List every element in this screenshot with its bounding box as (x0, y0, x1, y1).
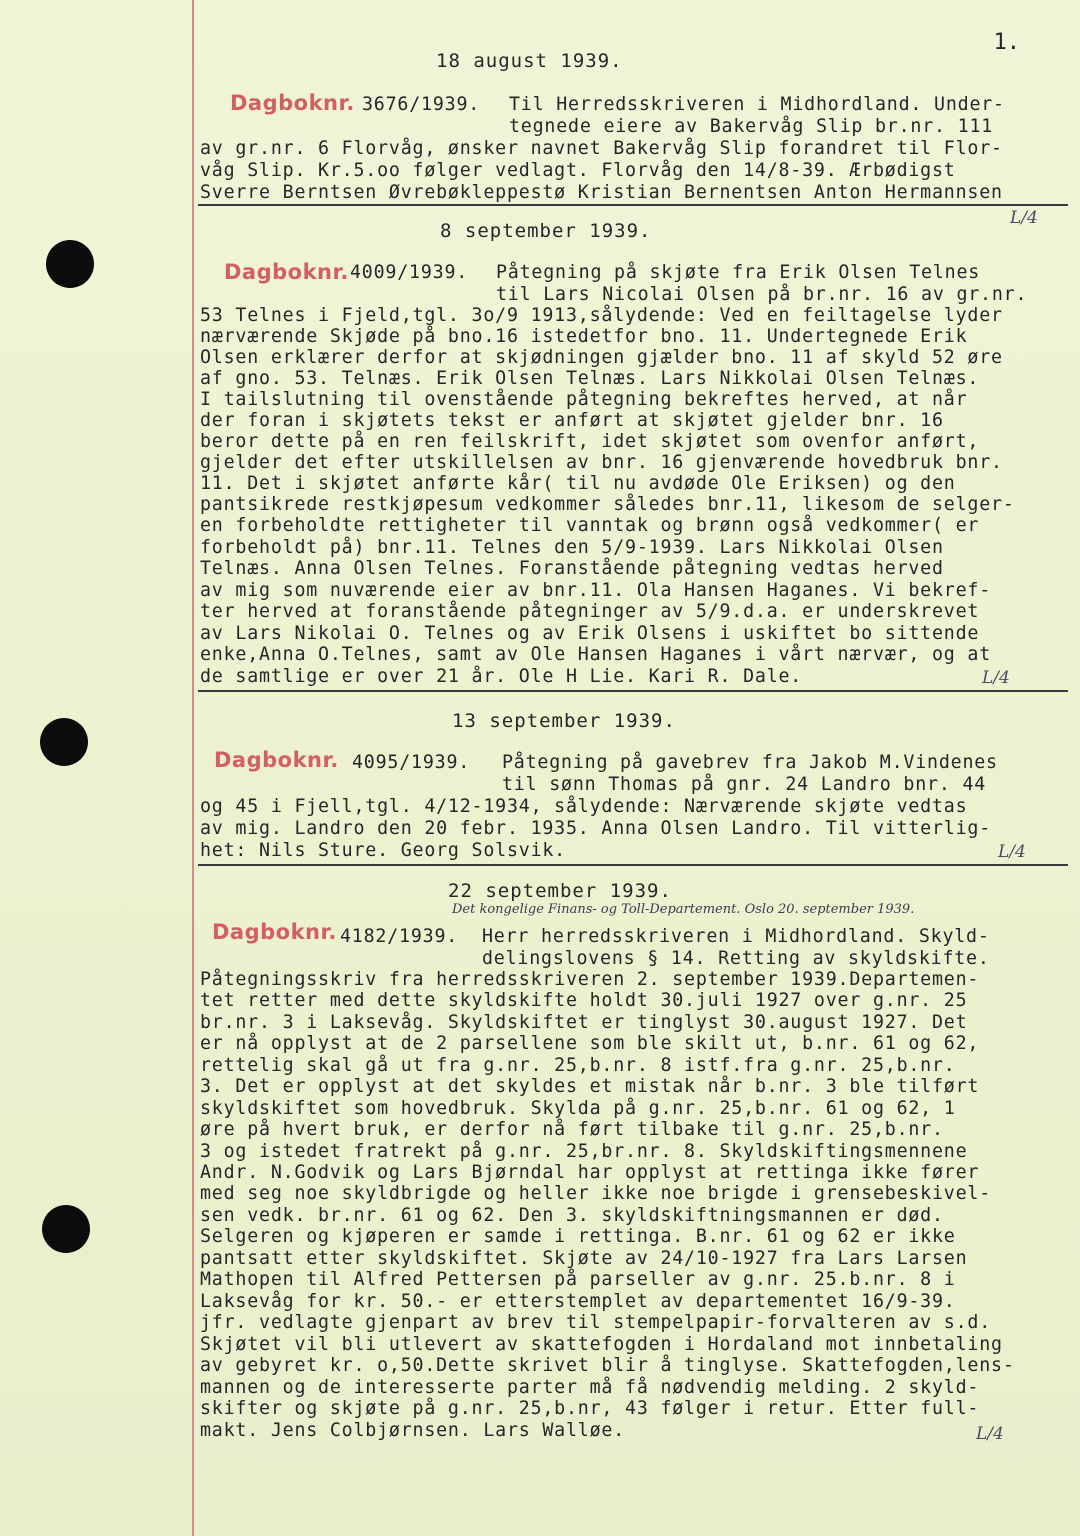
entry-line: en forbeholdte rettigheter til vanntak og brønn også vedkommer( er (200, 515, 980, 536)
entry-line: 3 og istedet fratrekt på g.nr. 25,br.nr. 8. Skyldskiftingsmennene (200, 1141, 968, 1162)
entry-line: delingslovens § 14. Retting av skyldskifte. (482, 948, 990, 969)
entry-line: øre på hvert bruk, er derfor nå ført tilbake til g.nr. 25,b.nr. (200, 1119, 944, 1140)
entry-line: Påtegningsskriv fra herredsskriveren 2. september 1939.Departemen- (200, 969, 980, 990)
entry-line: til Lars Nicolai Olsen på br.nr. 16 av gr.nr. (496, 284, 1028, 305)
entry-date: 13 september 1939. (452, 710, 676, 732)
entry-line: Herr herredsskriveren i Midhordland. Skyld- (482, 926, 990, 947)
entry-line: 11. Det i skjøtet anførte kår( til nu avdøde Ole Eriksen) og den (200, 473, 956, 494)
entry-line: Påtegning på gavebrev fra Jakob M.Vindenes (502, 752, 998, 773)
dagboknr-stamp: Dagboknr. (224, 260, 349, 284)
entry-line: er nå opplyst at de 2 parsellene som ble skilt ut, b.nr. 61 og 62, (200, 1033, 980, 1054)
entry-line: forbeholdt på) bnr.11. Telnes den 5/9-1939. Lars Nikkolai Olsen (200, 537, 944, 558)
entry-line: beror dette på en ren feilskrift, idet skjøtet som ovenfor anført, (200, 431, 980, 452)
entry-line: av gr.nr. 6 Florvåg, ønsker navnet Bakervåg Slip forandret til Flor- (200, 138, 1003, 159)
entry-line: tet retter med dette skyldskifte holdt 30.juli 1927 over g.nr. 25 (200, 990, 968, 1011)
entry-line: Olsen erklærer derfor at skjødningen gjælder bno. 11 af skyld 52 øre (200, 347, 1003, 368)
entry-initials: L/4 (982, 668, 1010, 688)
entry-line: av mig. Landro den 20 febr. 1935. Anna Olsen Landro. Til vitterlig- (200, 818, 992, 839)
entry-number: 4095/1939. (352, 752, 471, 773)
entry-line: skyldskiftet som hovedbruk. Skylda på g.nr. 25,b.nr. 61 og 62, 1 (200, 1098, 956, 1119)
page-number: 1. (993, 30, 1020, 55)
entry-date: 8 september 1939. (440, 220, 652, 242)
handwritten-note: Det kongelige Finans- og Toll-Departement. Oslo 20. september 1939. (452, 902, 915, 917)
entry-rule (198, 864, 1068, 866)
entry-line: enke,Anna O.Telnes, samt av Ole Hansen Haganes i vårt nærvær, og at (200, 644, 992, 665)
entry-line: av mig som nuværende eier av bnr.11. Ola Hansen Haganes. Vi bekref- (200, 580, 992, 601)
entry-line: av Lars Nikolai O. Telnes og av Erik Olsens i uskiftet bo sittende (200, 623, 980, 644)
dagboknr-stamp: Dagboknr. (214, 748, 339, 772)
entry-rule (198, 204, 1068, 206)
entry-line: nærværende Skjøde på bno.16 istedetfor bno. 11. Undertegnede Erik (200, 326, 968, 347)
entry-line: rettelig skal gå ut fra g.nr. 25,b.nr. 8 istf.fra g.nr. 25,b.nr. (200, 1055, 956, 1076)
punch-hole (40, 718, 88, 766)
entry-line: der foran i skjøtets tekst er anført at skjøtet gjelder bnr. 16 (200, 410, 944, 431)
entry-line: br.nr. 3 i Laksevåg. Skyldskiftet er tinglyst 30.august 1927. Det (200, 1012, 968, 1033)
entry-line: Sverre Berntsen Øvrebøkleppestø Kristian Bernentsen Anton Hermannsen (200, 182, 1003, 203)
entry-line: tegnede eiere av Bakervåg Slip br.nr. 111 (509, 116, 994, 137)
entry-initials: L/4 (976, 1424, 1004, 1444)
entry-line: makt. Jens Colbjørnsen. Lars Walløe. (200, 1420, 626, 1441)
margin-line (192, 0, 194, 1536)
entry-line: Påtegning på skjøte fra Erik Olsen Telnes (496, 262, 981, 283)
entry-line: jfr. vedlagte gjenpart av brev til stempelpapir-forvalteren av s.d. (200, 1312, 992, 1333)
entry-line: til sønn Thomas på gnr. 24 Landro bnr. 44 (502, 774, 987, 795)
punch-hole (46, 240, 94, 288)
entry-line: ter herved at foranstående påtegninger av 5/9.d.a. er underskrevet (200, 601, 980, 622)
entry-line: våg Slip. Kr.5.oo følger vedlagt. Florvåg den 14/8-39. Ærbødigst (200, 160, 956, 181)
punch-hole (42, 1205, 90, 1253)
entry-line: pantsikrede restkjøpesum vedkommer således bnr.11, likesom de selger- (200, 494, 1015, 515)
entry-number: 4182/1939. (340, 926, 459, 947)
entry-rule (198, 690, 1068, 692)
entry-line: skifter og skjøte på g.nr. 25,b.nr, 43 følger i retur. Etter full- (200, 1398, 980, 1419)
entry-line: I tailslutning til ovenstående påtegning bekreftes herved, at når (200, 389, 968, 410)
dagboknr-stamp: Dagboknr. (230, 91, 355, 115)
entry-line: Skjøtet vil bli utlevert av skattefogden i Hordaland mot innbetaling (200, 1334, 1003, 1355)
entry-line: 53 Telnes i Fjeld,tgl. 3o/9 1913,sålydende: Ved en feiltagelse lyder (200, 305, 1003, 326)
entry-line: de samtlige er over 21 år. Ole H Lie. Kari R. Dale. (200, 666, 803, 687)
entry-line: og 45 i Fjell,tgl. 4/12-1934, sålydende: Nærværende skjøte vedtas (200, 796, 968, 817)
entry-line: het: Nils Sture. Georg Solsvik. (200, 840, 566, 861)
dagboknr-stamp: Dagboknr. (212, 920, 337, 944)
entry-line: av gebyret kr. o,50.Dette skrivet blir å tinglyse. Skattefogden,lens- (200, 1355, 1015, 1376)
entry-date: 22 september 1939. (448, 880, 672, 902)
entry-line: Laksevåg for kr. 50.- er etterstemplet av departementet 16/9-39. (200, 1291, 956, 1312)
entry-line: Andr. N.Godvik og Lars Bjørndal har opplyst at rettinga ikke fører (200, 1162, 980, 1183)
entry-number: 3676/1939. (362, 94, 481, 115)
entry-line: Mathopen til Alfred Pettersen på parseller av g.nr. 25.b.nr. 8 i (200, 1269, 956, 1290)
entry-line: med seg noe skyldbrigde og heller ikke noe brigde i grensebeskivel- (200, 1183, 992, 1204)
entry-date: 18 august 1939. (436, 50, 623, 72)
entry-line: Til Herredsskriveren i Midhordland. Under- (509, 94, 1005, 115)
entry-line: 3. Det er opplyst at det skyldes et mistak når b.nr. 3 ble tilført (200, 1076, 980, 1097)
entry-initials: L/4 (1010, 208, 1038, 228)
entry-line: gjelder det efter utskillelsen av bnr. 16 gjenværende hovedbruk bnr. (200, 452, 1003, 473)
entry-line: Telnæs. Anna Olsen Telnes. Foranstående påtegning vedtas herved (200, 558, 944, 579)
entry-line: Selgeren og kjøperen er samde i rettinga. B.nr. 61 og 62 er ikke (200, 1226, 956, 1247)
entry-line: af gno. 53. Telnæs. Erik Olsen Telnæs. Lars Nikkolai Olsen Telnæs. (200, 368, 980, 389)
entry-line: pantsatt etter skyldskiftet. Skjøte av 24/10-1927 fra Lars Larsen (200, 1248, 968, 1269)
entry-initials: L/4 (998, 842, 1026, 862)
entry-line: mannen og de interesserte parter må få nødvendig melding. 2 skyld- (200, 1377, 980, 1398)
entry-line: sen vedk. br.nr. 61 og 62. Den 3. skyldskiftningsmannen er død. (200, 1205, 944, 1226)
entry-number: 4009/1939. (350, 262, 469, 283)
